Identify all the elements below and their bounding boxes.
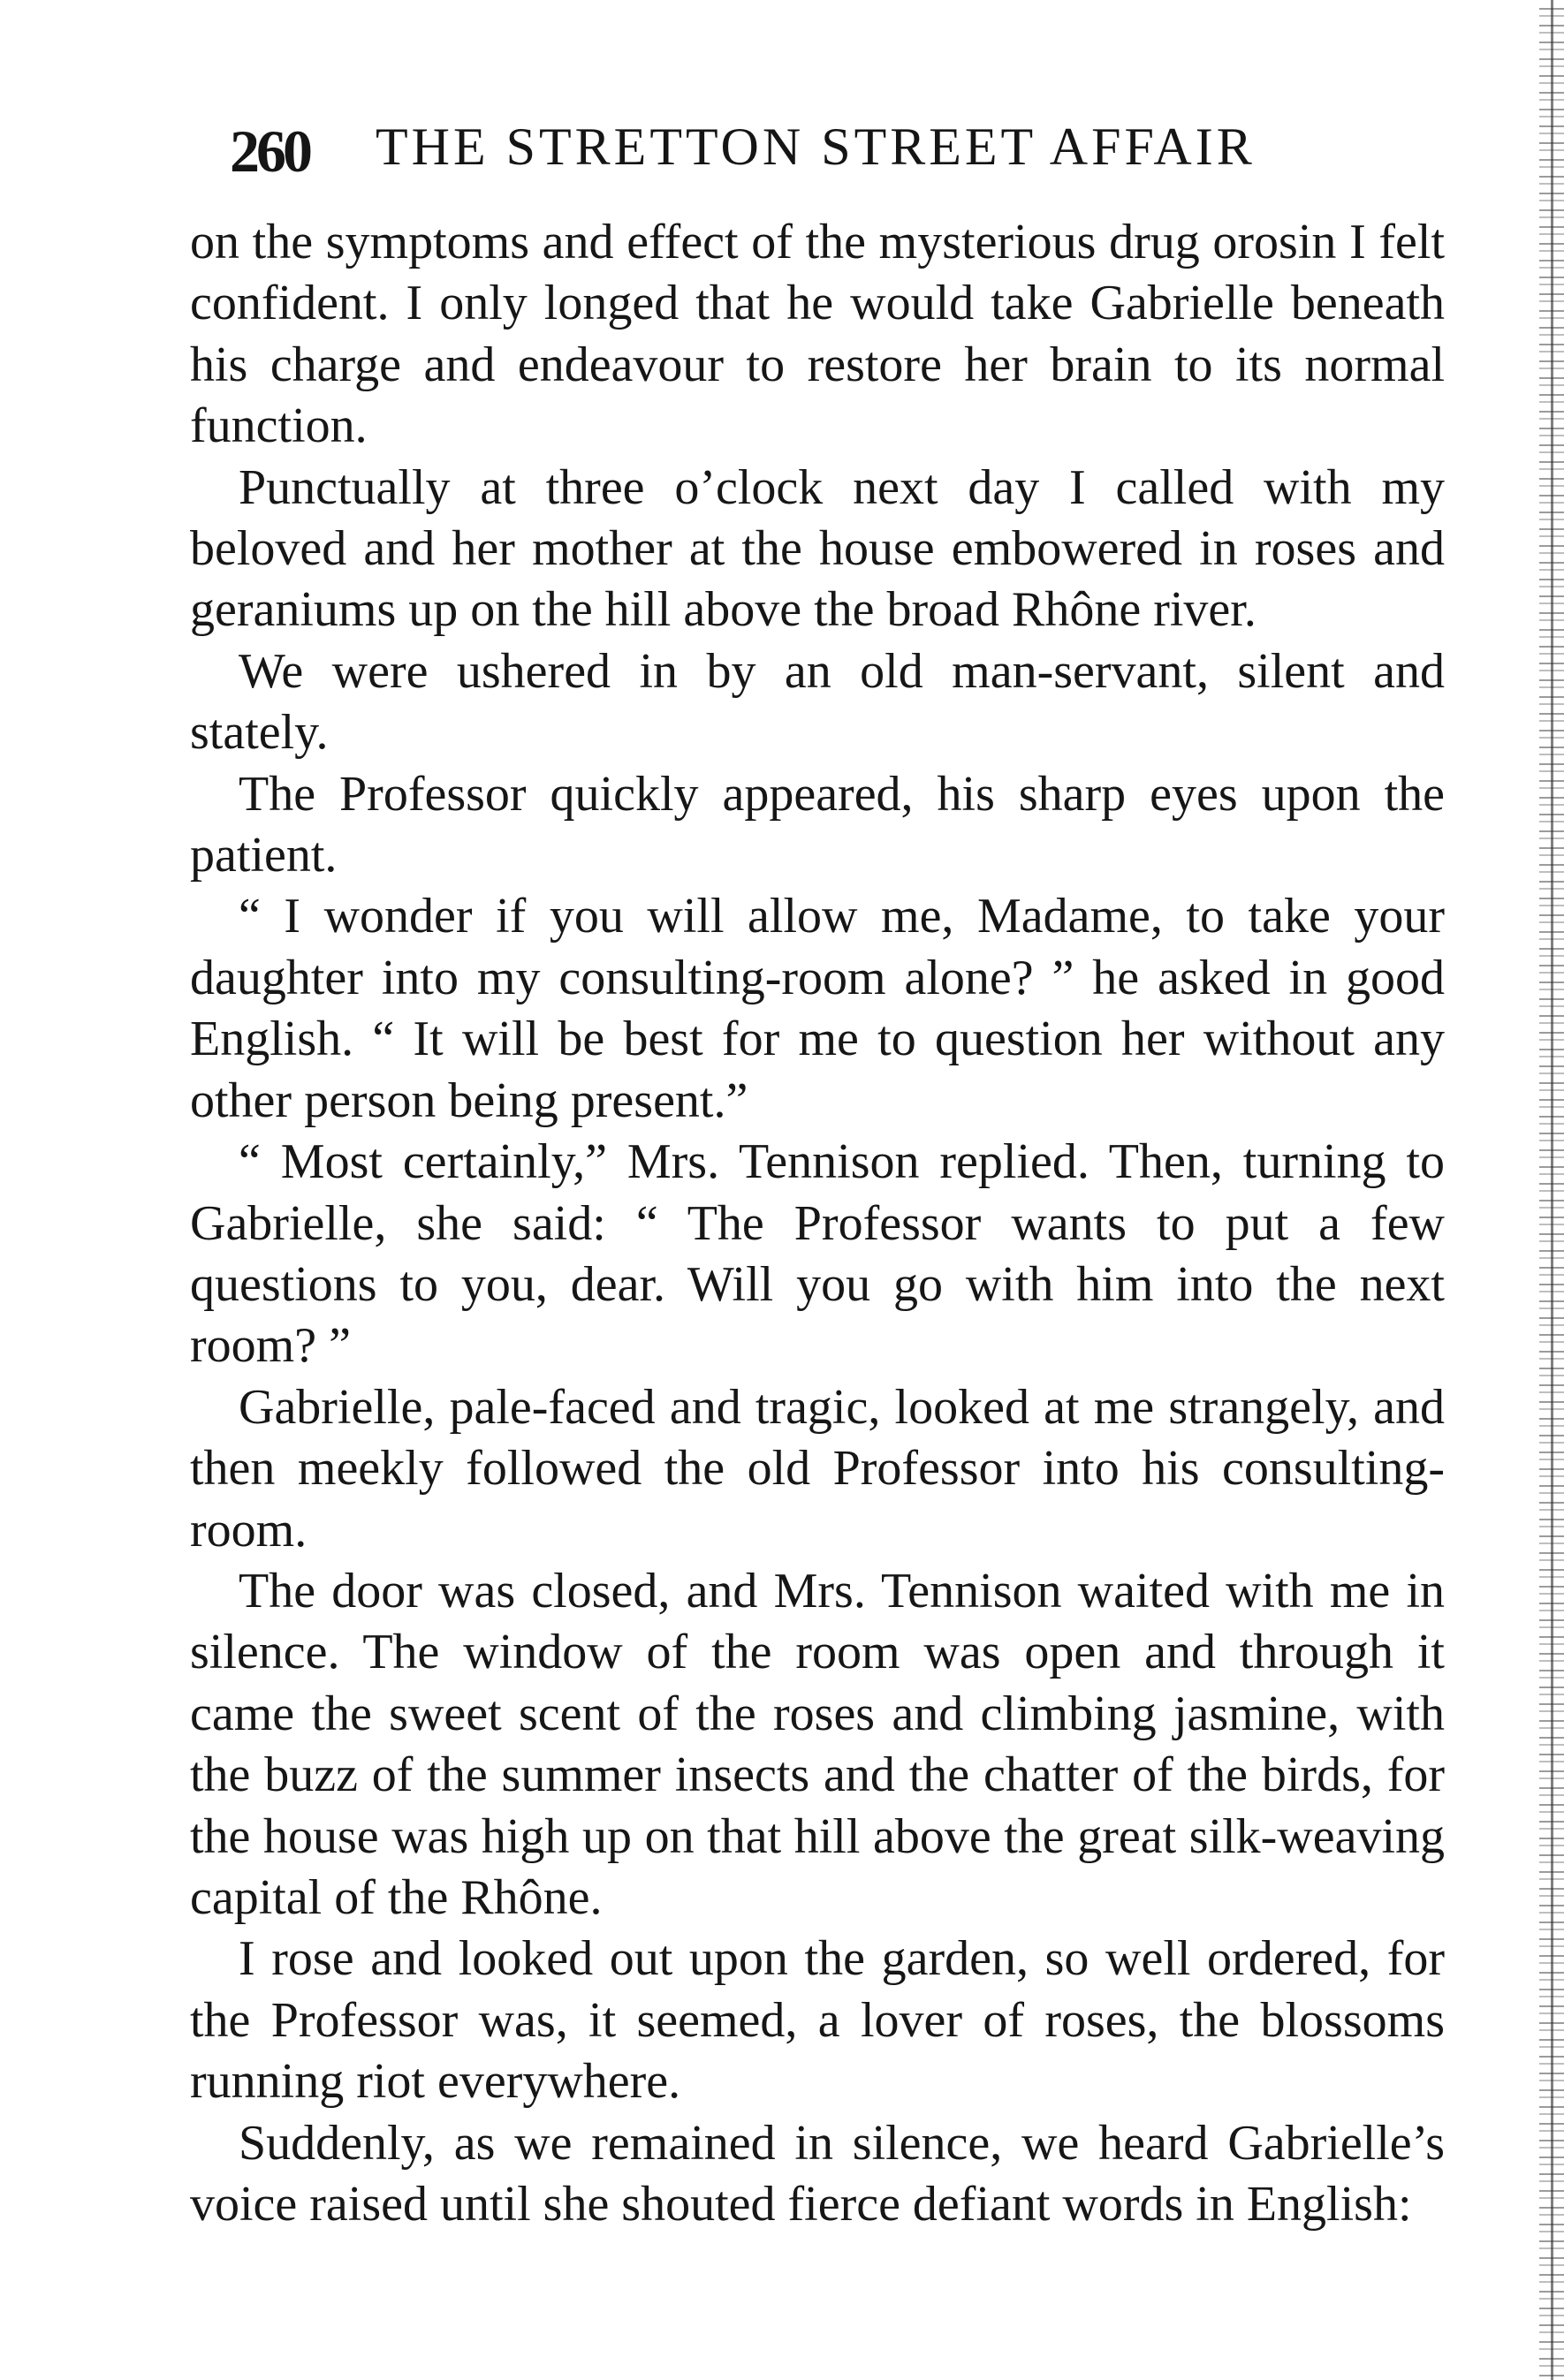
- paragraph: The door was closed, and Mrs. Tennison waited with me in silence. The window of the room was open and through it came the sweet scent of the roses and climbing jasmine, with the buzz of the summer insects and the chatter of the birds, for the house was high up on that hill above the great silk-weaving capital of the Rhône.: [190, 1563, 1445, 1925]
- paragraph: Punctually at three o’clock next day I called with my beloved and her mother at the house embowered in roses and geraniums up on the hill above the broad Rhône river.: [190, 459, 1445, 638]
- paragraph: Gabrielle, pale-faced and tragic, looked at me strangely, and then meekly followed the old Professor into his consulting-room.: [190, 1379, 1445, 1558]
- paragraph: I rose and looked out upon the garden, so well ordered, for the Professor was, it seemed, a lover of roses, the blossoms running riot everywhere.: [190, 1931, 1445, 2110]
- paragraph: The Professor quickly appeared, his sharp eyes upon the patient.: [190, 766, 1445, 883]
- paragraph: Suddenly, as we remained in silence, we heard Gabrielle’s voice raised until she shouted fierce defiant words in English:: [190, 2115, 1445, 2232]
- page-edge-line: [1551, 0, 1553, 2380]
- paragraph: “ I wonder if you will allow me, Madame, to take your daughter into my consulting-room alone? ” he asked in good English. “ It will be best for me to question her without any other person being present.”: [190, 889, 1445, 1128]
- body-text: [190, 212, 1445, 2235]
- page-number: 260: [230, 117, 309, 185]
- page-header: [230, 106, 1467, 203]
- paragraph: “ Most certainly,” Mrs. Tennison replied. Then, turning to Gabrielle, she said: “ The Professor wants to put a few questions to you, dear. Will you go with him into the next room? ”: [190, 1134, 1445, 1374]
- paragraph: on the symptoms and effect of the mysterious drug orosin I felt confident. I only longed that he would take Gabrielle beneath his charge and endeavour to restore her brain to its normal function.: [190, 215, 1445, 454]
- running-title: THE STRETTON STREET AFFAIR: [376, 117, 1256, 176]
- paragraph: We were ushered in by an old man-servant, silent and stately.: [190, 643, 1445, 761]
